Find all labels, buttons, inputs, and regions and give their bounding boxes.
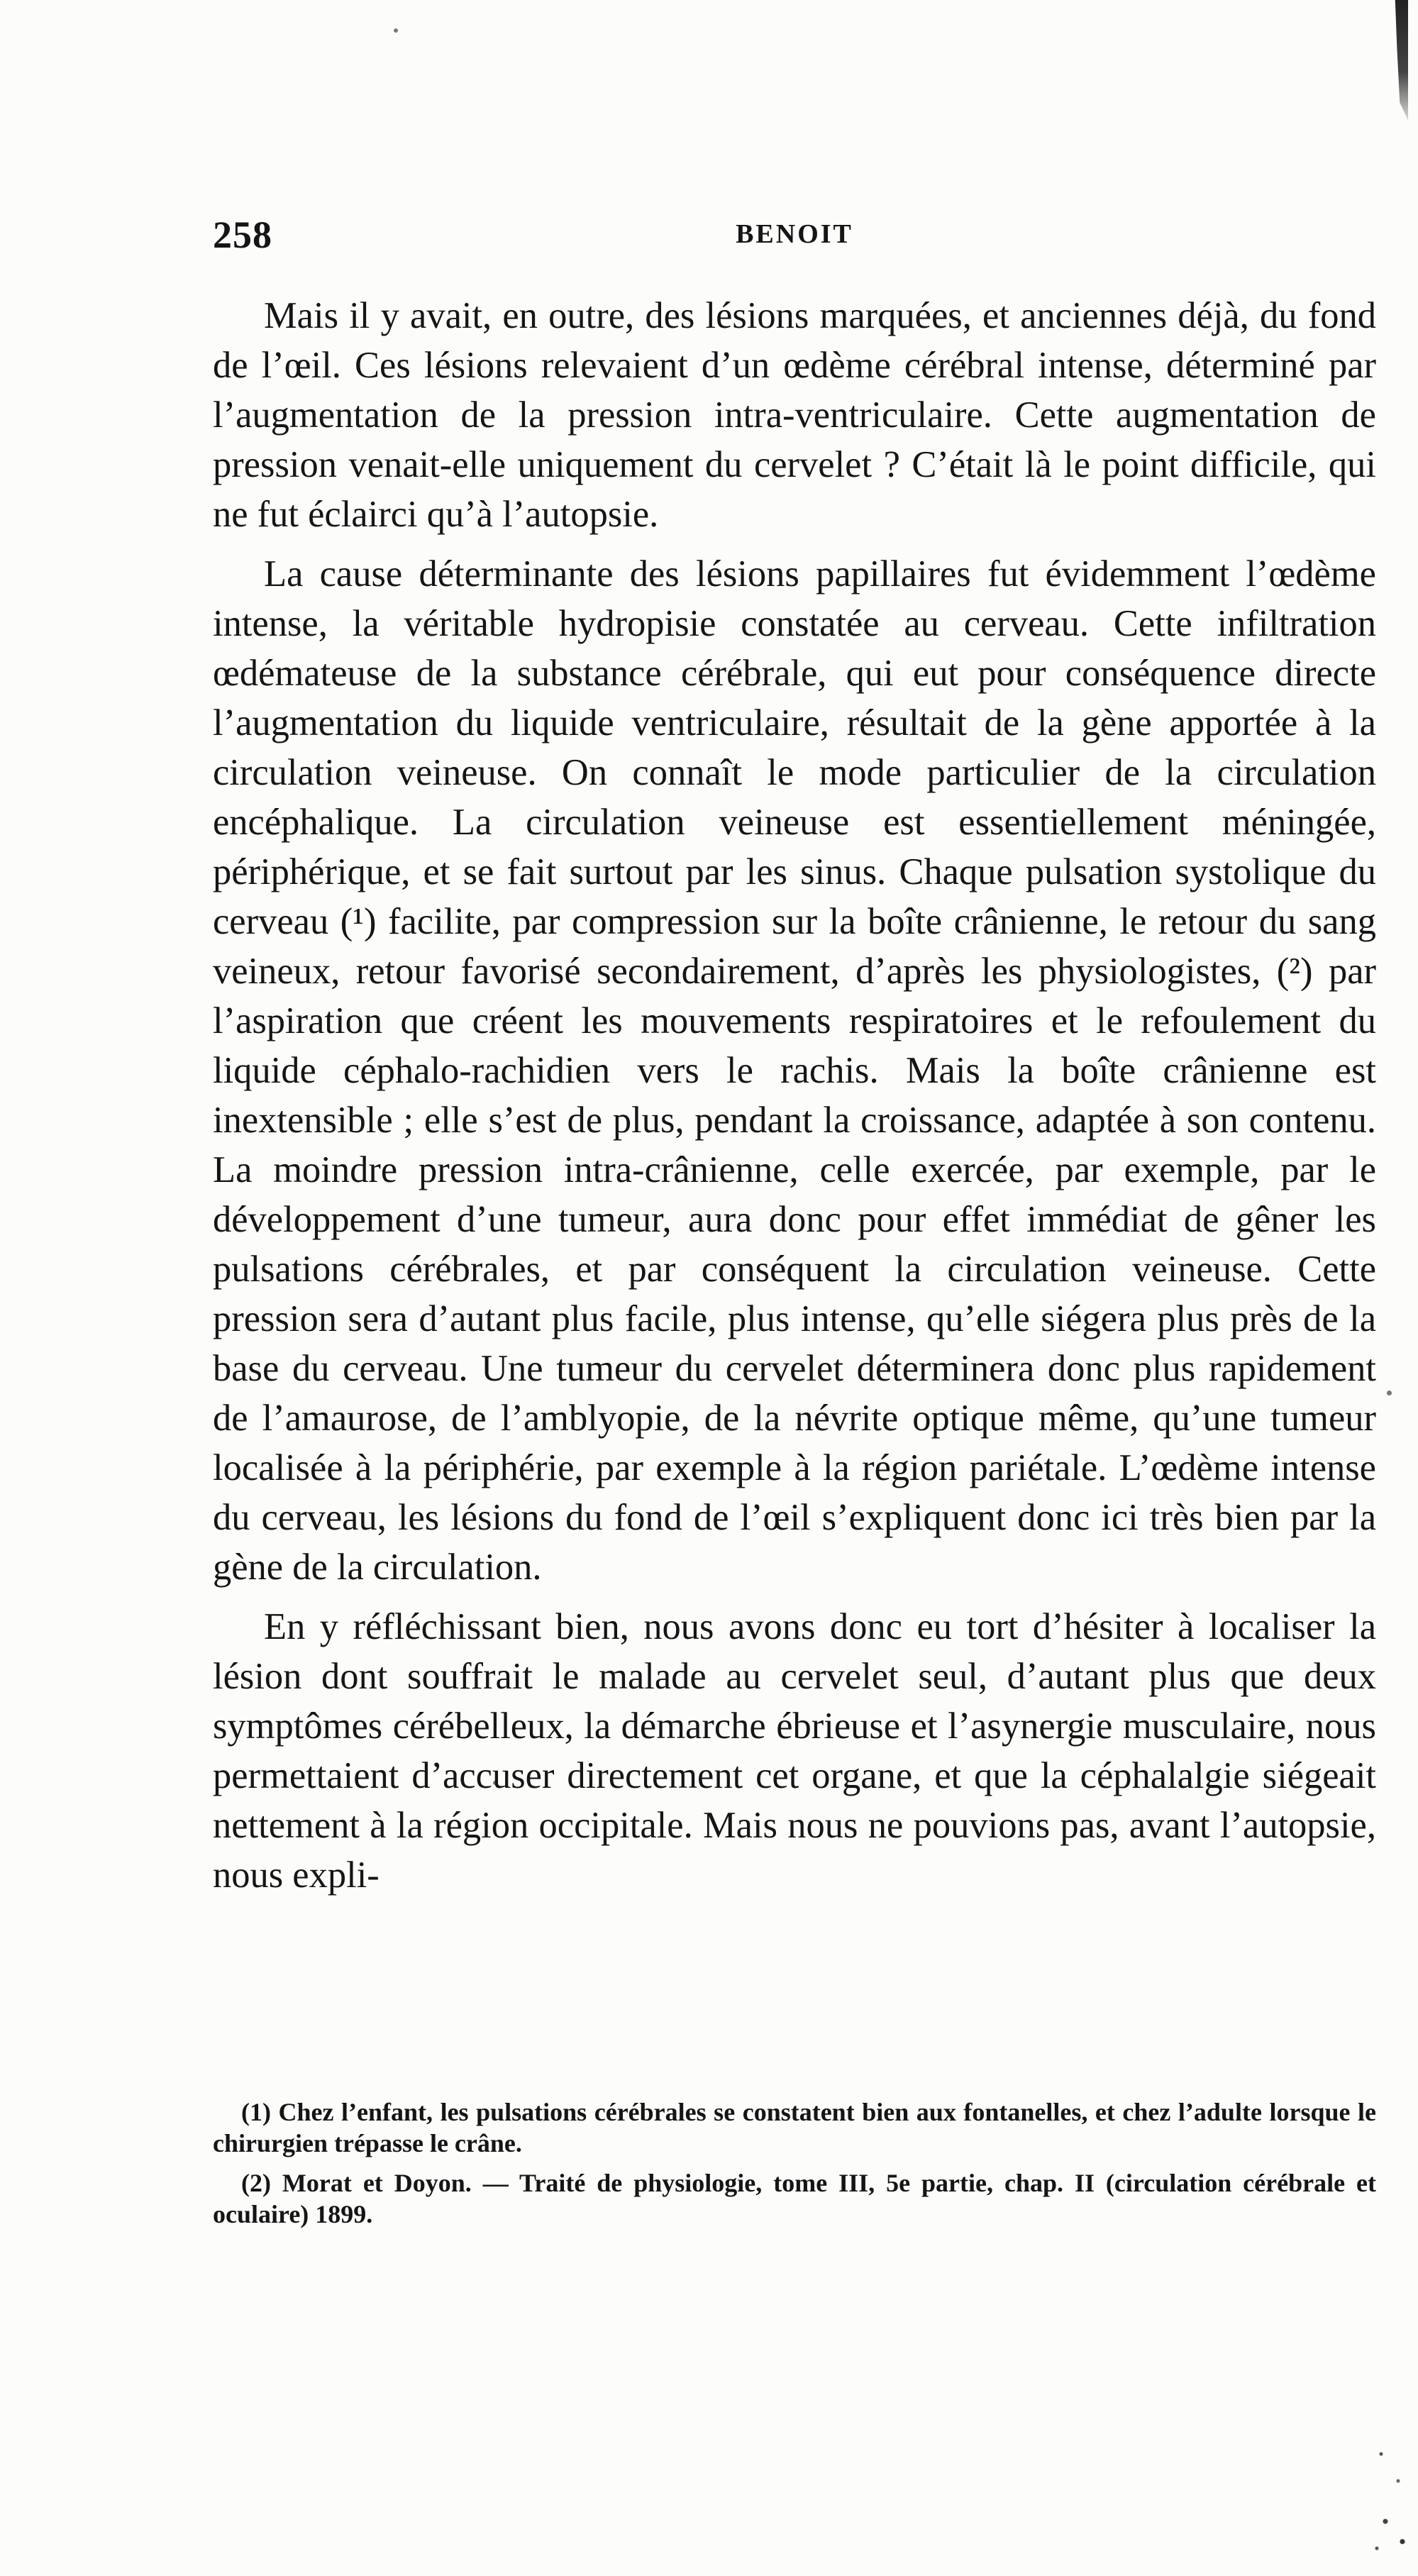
footnotes xyxy=(213,2096,1376,2238)
paragraph: Mais il y avait, en outre, des lésions marquées, et anciennes déjà, du fond de l’œil. Ces lésions relevaient d’un œdème cérébral intense, déterminé par l’augmentation de la pression intra-ventriculaire. Cette augmentation de pression venait-elle uniquement du cervelet ? C’était là le point difficile, qui ne fut éclairci qu’à l’autopsie. xyxy=(213,295,1376,535)
page-header xyxy=(213,213,1376,270)
print-speck xyxy=(1387,1391,1392,1395)
paragraph: La cause déterminante des lésions papillaires fut évidemment l’œdème intense, la véritable hydropisie constatée au cerveau. Cette infiltration œdémateuse de la substance cérébrale, qui eut pour conséquence directe l’augmentation du liquide ventriculaire, résultait de la gène apportée à la circulation veineuse. On connaît le mode particulier de la circulation encéphalique. La circulation veineuse est essentiellement méningée, périphérique, et se fait surtout par les sinus. Chaque pulsation systolique du cerveau (¹) facilite, par compression sur la boîte crânienne, le retour du sang veineux, retour favorisé secondairement, d’après les physiologistes, (²) par l’aspiration que créent les mouvements respiratoires et le refoulement du liquide céphalo-rachidien vers le rachis. Mais la boîte crânienne est inextensible ; elle s’est de plus, pendant la croissance, adaptée à son contenu. La moindre pression intra-crânienne, celle exercée, par exemple, par le développement d’une tumeur, aura donc pour effet immédiat de gêner les pulsations cérébrales, et par conséquent la circulation veineuse. Cette pression sera d’autant plus facile, plus intense, qu’elle siégera plus près de la base du cerveau. Une tumeur du cervelet déterminera donc plus rapidement de l’amaurose, de l’amblyopie, de la névrite optique même, qu’une tumeur localisée à la périphérie, par exemple à la région pariétale. L’œdème intense du cerveau, les lésions du fond de l’œil s’expliquent donc ici très bien par la gène de la circulation. xyxy=(213,553,1376,1588)
running-head: BENOIT xyxy=(736,219,853,249)
footnote: (1) Chez l’enfant, les pulsations cérébrales se constatent bien aux fontanelles, et chez l’adulte lorsque le chirurgien trépasse le crâne. xyxy=(213,2098,1376,2157)
print-speck xyxy=(394,28,398,33)
paragraph: En y réfléchissant bien, nous avons donc eu tort d’hésiter à localiser la lésion dont souffrait le malade au cervelet seul, d’autant plus que deux symptômes cérébelleux, la démarche ébrieuse et l’asynergie musculaire, nous permettaient d’accuser directement cet organe, et que la céphalalgie siégeait nettement à la région occipitale. Mais nous ne pouvions pas, avant l’autopsie, nous expli- xyxy=(213,1606,1376,1896)
page-number: 258 xyxy=(213,214,272,256)
page-edge-mark xyxy=(1390,0,1408,121)
footnote: (2) Morat et Doyon. — Traité de physiologie, tome III, 5e partie, chap. II (circulation cérébrale et oculaire) 1899. xyxy=(213,2169,1376,2228)
scan-noise xyxy=(1368,2427,1411,2562)
body-text xyxy=(213,291,1376,1900)
